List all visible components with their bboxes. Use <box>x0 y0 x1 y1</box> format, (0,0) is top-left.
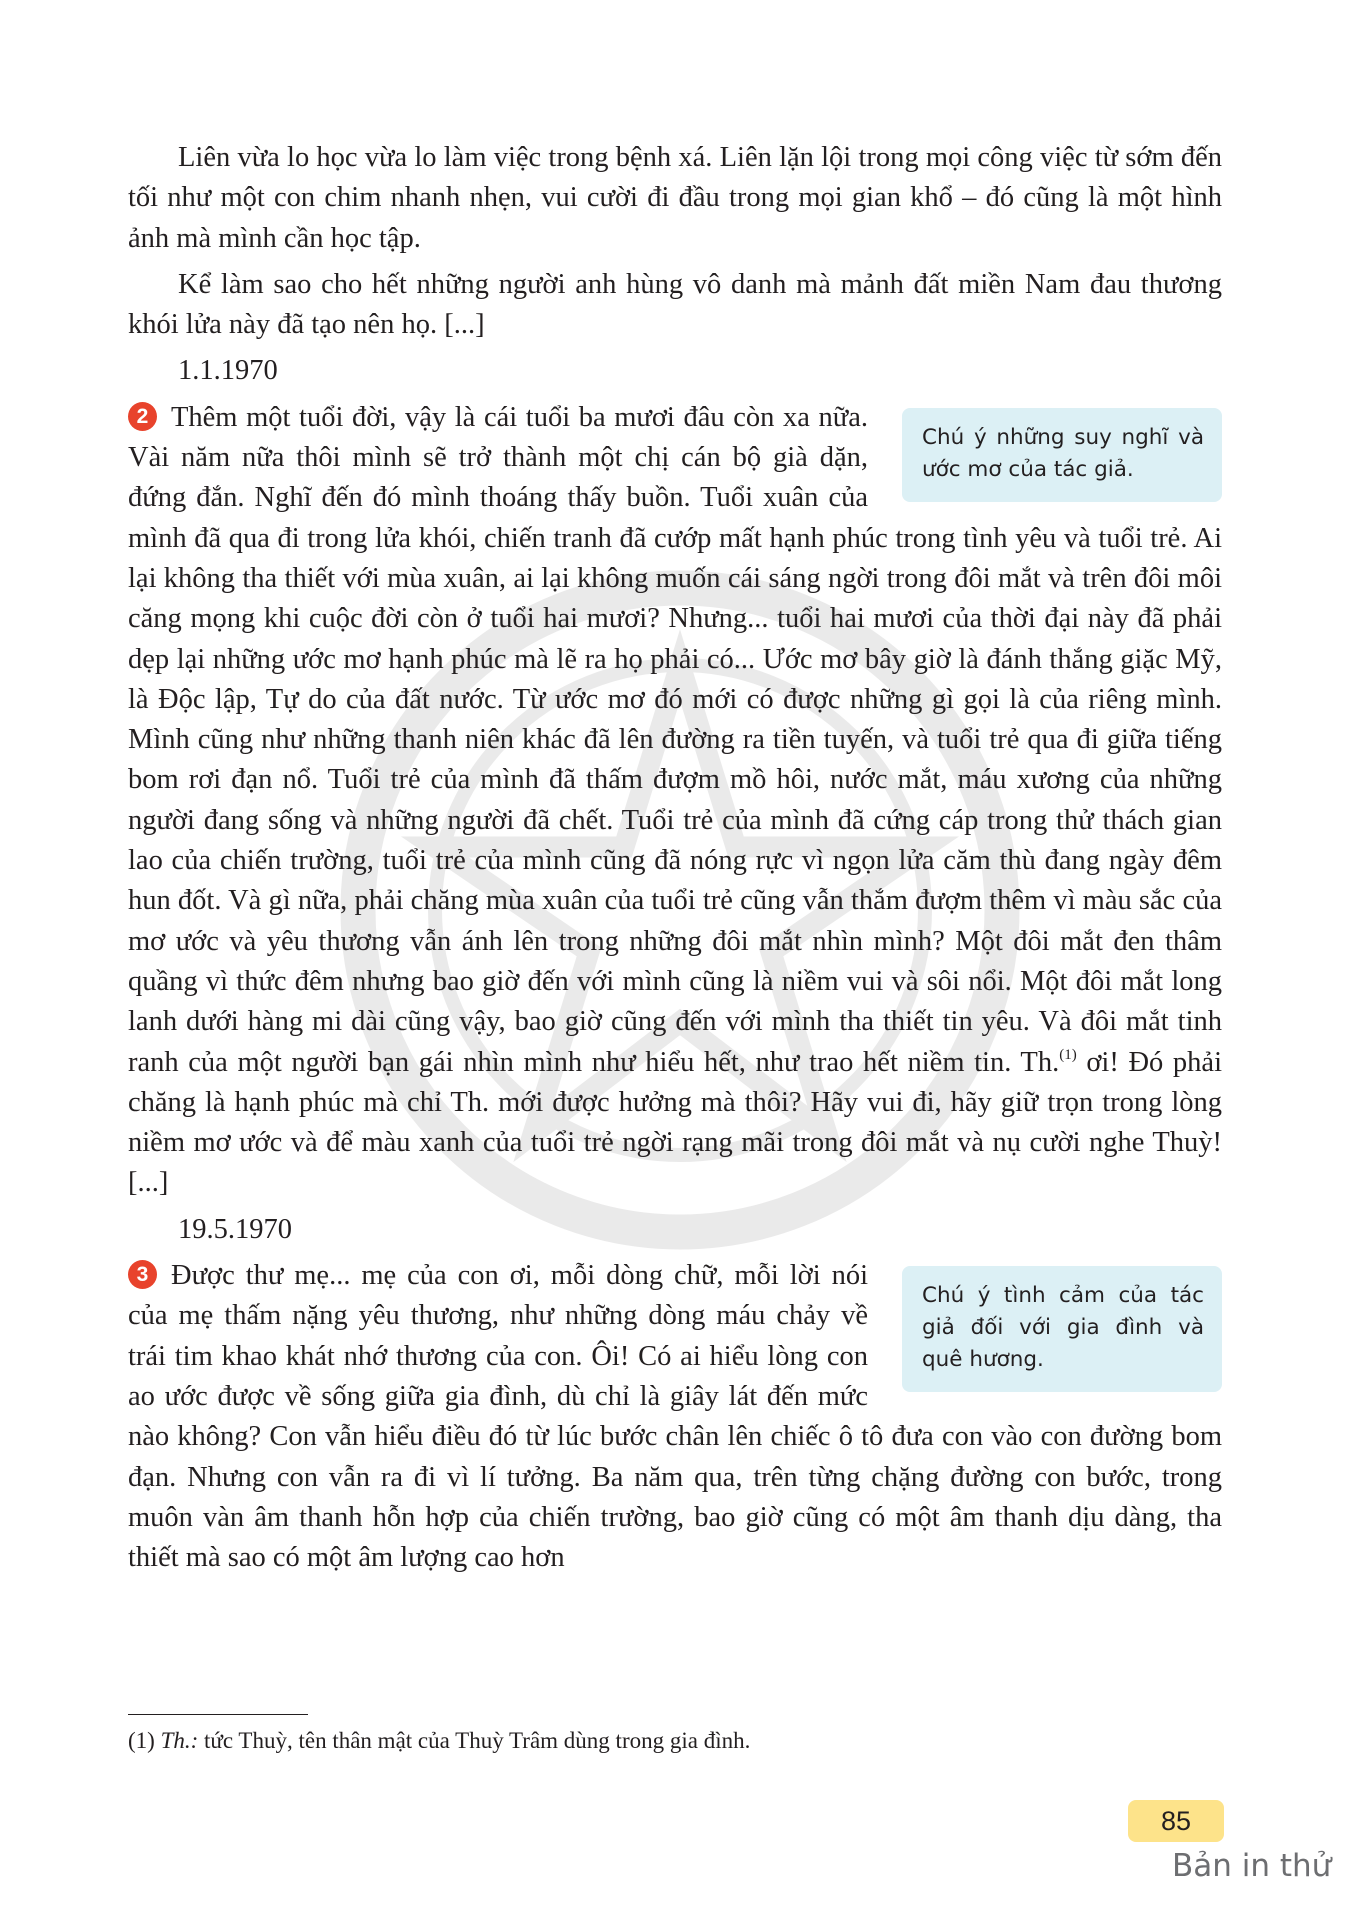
footnote <box>128 1726 750 1756</box>
paragraph-2: Kể làm sao cho hết những người anh hùng vô danh mà mảnh đất miền Nam đau thương khói lửa này đã tạo nên họ. [...] <box>128 268 1222 341</box>
footnote-reference: (1) <box>1059 1046 1077 1063</box>
footnote-number: (1) <box>128 1728 155 1753</box>
section-number-badge: 2 <box>128 402 157 431</box>
diary-entry-2 <box>128 398 1222 1204</box>
footnote-text: tức Thuỳ, tên thân mật của Thuỳ Trâm dùng trong gia đình. <box>198 1728 751 1753</box>
page-number: 85 <box>1128 1800 1224 1842</box>
side-note-1: Chú ý những suy nghĩ và ước mơ của tác giả. <box>902 408 1222 502</box>
paragraph-1: Liên vừa lo học vừa lo làm việc trong bệnh xá. Liên lặn lội trong mọi công việc từ sớm đến tối như một con chim nhanh nhẹn, vui cười đi đầu trong mọi gian khổ – đó cũng là một hình ảnh mà mình cần học tập. <box>128 142 1222 254</box>
page-body <box>128 138 1222 1584</box>
entry-date-2: 19.5.1970 <box>178 1213 292 1245</box>
entry-3-text: Được thư mẹ... mẹ của con ơi, mỗi dòng chữ, mỗi lời nói của mẹ thấm nặng yêu thương, như những dòng máu chảy về trái tim khao khát nhớ thương của con. Ôi! Có ai hiểu lòng con ao ước được về sống giữa gia đình, dù chỉ là giây lát đến mức nào không? Con vẫn hiểu điều đó từ lúc bước chân lên chiếc ô tô đưa con vào con đường bom đạn. Nhưng con vẫn ra đi vì lí tưởng. Ba năm qua, trên từng chặng đường con bước, trong muôn vàn âm thanh hỗn hợp của chiến trường, bao giờ cũng có một âm thanh dịu dàng, tha thiết mà sao có một âm lượng cao hơn <box>128 1260 1222 1574</box>
entry-date-1: 1.1.1970 <box>178 355 278 387</box>
entry-2-text: Thêm một tuổi đời, vậy là cái tuổi ba mươi đâu còn xa nữa. Vài năm nữa thôi mình sẽ trở thành một chị cán bộ già dặn, đứng đắn. Nghĩ đến đó mình thoáng thấy buồn. Tuổi xuân của mình đã qua đi trong lửa khói, chiến tranh đã cướp mất hạnh phúc trong tình yêu và tuổi trẻ. Ai lại không tha thiết với mùa xuân, ai lại không muốn cái sáng ngời trong đôi mắt và trên đôi môi căng mọng khi cuộc đời còn ở tuổi hai mươi? Nhưng... tuổi hai mươi của thời đại này đã phải dẹp lại những ước mơ hạnh phúc mà lẽ ra họ phải có... Ước mơ bây giờ là đánh thắng giặc Mỹ, là Độc lập, Tự do của đất nước. Từ ước mơ đó mới có được những gì gọi là của riêng mình. Mình cũng như những thanh niên khác đã lên đường ra tiền tuyến, và tuổi trẻ qua đi giữa tiếng bom rơi đạn nổ. Tuổi trẻ của mình đã thấm đượm mồ hôi, nước mắt, máu xương của những người đang sống và những người đã chết. Tuổi trẻ của mình đã cứng cáp trong thử thách gian lao của chiến trường, tuổi trẻ của mình cũng đã nóng rực vì ngọn lửa căm thù đang ngày đêm hun đốt. Và gì nữa, phải chăng mùa xuân của tuổi trẻ cũng vẫn thắm đượm thêm vì màu sắc của mơ ước và yêu thương vẫn ánh lên trong những đôi mắt nhìn mình? Một đôi mắt đen thâm quầng vì thức đêm nhưng bao giờ đến với mình cũng là niềm vui và sôi nổi. Một đôi mắt long lanh dưới hàng mi dài cũng vậy, bao giờ cũng đến với mình tha thiết tin yêu. Và đôi mắt tinh ranh của một người bạn gái nhìn mình như hiểu hết, như trao hết niềm tin. Th. <box>128 401 1222 1078</box>
side-note-2: Chú ý tình cảm của tác giả đối với gia đình và quê hương. <box>902 1266 1222 1392</box>
section-number-badge: 3 <box>128 1260 157 1289</box>
diary-entry-3 <box>128 1256 1222 1578</box>
footnote-term: Th.: <box>160 1728 199 1753</box>
draft-label: Bản in thử <box>1172 1848 1332 1884</box>
entry-2-text-continued: ơi! Đó phải chăng là hạnh phúc mà chỉ Th. mới được hưởng mà thôi? Hãy vui đi, hãy giữ trọn trong lòng niềm mơ ước và để màu xanh của tuổi trẻ ngời rạng mãi trong đôi mắt và nụ cười nghe Thuỳ! [...] <box>128 1046 1222 1199</box>
footnote-divider <box>128 1714 308 1715</box>
